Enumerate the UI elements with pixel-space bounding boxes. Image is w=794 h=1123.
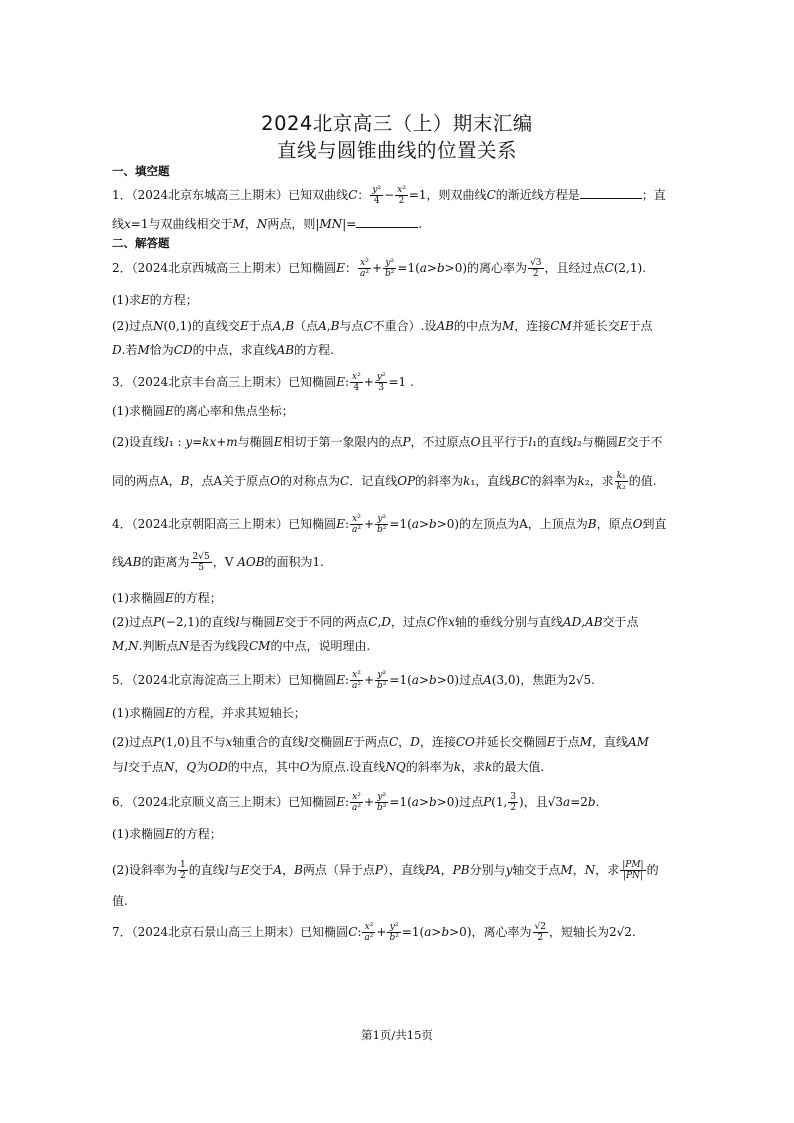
question-7-stem: 7．（2024北京石景山高三上期末）已知椭圆C: $\frac{\text{x²}}{\text{a²}}$ + $\frac{\text{y²}}{\text{b²}}$ =1(a>b>0)，离心率为 $\frac{√2}{2}$ ，短轴长为2√2. (112, 922, 636, 943)
answer-blank[interactable] (356, 215, 418, 228)
question-4-part-2: (2)过点P(−2,1)的直线l与椭圆E交于不同的两点C,D，过点C作x轴的垂线分别与直线AD,AB交于点 (112, 615, 639, 629)
question-5-part-1: (1)求椭圆E的方程，并求其短轴长； (112, 706, 306, 720)
question-6-part-2: (2)设斜率为 $\frac{1}{2}$ 的直线l与E交于A，B两点（异于点P），直线PA，PB分别与y轴交于点M，N，求 $\frac{|PM|}{|PN|}$ 的 (112, 860, 659, 881)
section-fill-in-blank: 一、填空题 (112, 164, 170, 178)
document-title: 2024北京高三（上）期末汇编 (261, 112, 533, 135)
question-2-stem: 2．（2024北京西城高三上期末）已知椭圆E： $\frac{\text{x²}}{\text{a²}}$ + $\frac{\text{y²}}{\text{b²}}$ =1(a>b>0)的离心率为 $\frac{√3}{2}$ ，且经过点C(2,1). (112, 258, 646, 279)
page-footer: 第1页/共15页 (361, 1028, 433, 1042)
answer-blank[interactable] (580, 186, 642, 199)
question-3-part-2: (2)设直线l₁ : y=kx+m与椭圆E相切于第一象限内的点P，不过原点O且平行于l₁的直线l₂与椭圆E交于不 (112, 435, 663, 449)
question-4-stem: 4．（2024北京朝阳高三上期末）已知椭圆E: $\frac{\text{x²}}{\text{a²}}$ + $\frac{\text{y²}}{\text{b²}}$ =1(a>b>0)的左顶点为A，上顶点为B，原点O到直 (112, 514, 667, 535)
question-2-part-1: (1)求E的方程； (112, 293, 198, 307)
question-6-part-1: (1)求椭圆E的方程； (112, 827, 222, 841)
question-1-line-2: 线x=1与双曲线相交于M，N两点，则|MN|= . (112, 217, 423, 231)
question-5-part-2: (2)过点P(1,0)且不与x轴重合的直线l交椭圆E于两点C，D，连接CO并延长交椭圆E于点M，直线AM (112, 735, 649, 749)
section-answer-questions: 二、解答题 (112, 236, 170, 250)
question-3-part-1: (1)求椭圆E的离心率和焦点坐标； (112, 404, 294, 418)
question-5-part-2-cont: 与l交于点N，Q为OD的中点，其中O为原点.设直线NQ的斜率为k，求k的最大值. (112, 760, 545, 774)
question-4-part-2-cont: M,N.判断点N是否为线段CM的中点，说明理由. (112, 639, 371, 653)
question-2-part-2: (2)过点N(0,1)的直线交E于点A,B（点A,B与点C不重合）.设AB的中点为M，连接CM并延长交E于点 (112, 319, 653, 333)
question-6-part-2-cont: 值. (112, 894, 128, 908)
question-6-stem: 6．（2024北京顺义高三上期末）已知椭圆E: $\frac{\text{x²}}{\text{a²}}$ + $\frac{\text{y²}}{\text{b²}}$ =1(a>b>0)过点P(1, $\frac{3}{2}$ )，且√3a=2b. (112, 792, 600, 813)
question-3-part-2-cont: 同的两点A，B，点A关于原点O的对称点为C．记直线OP的斜率为k₁，直线BC的斜率为k₂，求 $\frac{\text{k₁}}{\text{k₂}}$ 的值. (112, 471, 657, 492)
question-4-stem-cont: 线AB的距离为 $\frac{2√5}{5}$ ，V AOB的面积为1. (112, 552, 324, 573)
question-3-stem: 3．（2024北京丰台高三上期末）已知椭圆E: $\frac{\text{x²}}{4}$ + $\frac{\text{y²}}{3}$ =1 . (112, 372, 414, 393)
question-1-line-1: 1．（2024北京东城高三上期末）已知双曲线C： $\frac{\text{y²}}{4}$ − $\frac{\text{x²}}{2}$ =1，则双曲线C的渐近线方程是 ；直 (112, 185, 666, 206)
document-subtitle: 直线与圆锥曲线的位置关系 (276, 139, 517, 162)
question-5-stem: 5．（2024北京海淀高三上期末）已知椭圆E: $\frac{\text{x²}}{\text{a²}}$ + $\frac{\text{y²}}{\text{b²}}$ =1(a>b>0)过点A(3,0)，焦距为2√5. (112, 670, 595, 691)
question-4-part-1: (1)求椭圆E的方程； (112, 591, 222, 605)
question-2-part-2-cont: D.若M恰为CD的中点，求直线AB的方程. (112, 343, 334, 357)
